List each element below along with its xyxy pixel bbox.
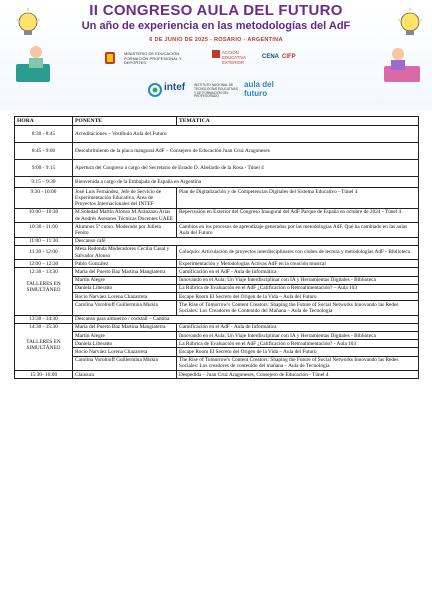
ponente-cell: María del Puerto Baz Martina Mangiaterra <box>73 323 177 331</box>
tematica-cell: Escape Room El Secreto del Origen de la Vida – Aula del Futuro <box>177 293 419 301</box>
schedule-table <box>14 116 419 379</box>
tematica-cell: Innovando en el Aula: Un Viaje Interdisciplinar con IA y Herramientas Digitales - Biblioteca <box>177 276 419 284</box>
aula-del-futuro-logo: aula del futuro <box>244 80 274 98</box>
hora-cell: 10:30 - 11:00 <box>15 223 73 237</box>
ponente-cell: Martín Alegre <box>73 332 177 340</box>
hora-cell: 9:00 - 9:15 <box>15 160 73 177</box>
table-row <box>15 260 419 268</box>
cena-cifp-logo: CENA CIFP <box>262 54 296 60</box>
hora-cell: 11:30 - 12:00 <box>15 245 73 259</box>
tematica-cell: La Rúbrica de Evaluación en el AdF ¿Calificación o Retroalimentación? - Aula 103 <box>177 340 419 348</box>
workshop-time: 12:30 - 13:30 <box>29 268 58 275</box>
tematica-cell: Experimentación y Metodologías Activas AdF en la creación musical <box>177 260 419 268</box>
table-row <box>15 332 419 340</box>
hora-cell: 10:00 – 10:30 <box>15 208 73 222</box>
hora-cell <box>15 323 73 370</box>
tematica-cell: Gamificación en el AdF - Aula de Informática <box>177 268 419 276</box>
ponente-cell: Clausura <box>73 371 177 379</box>
ponente-cell: Carolina Vorobioff Guillermina Miskin <box>73 301 177 315</box>
table-row <box>15 237 419 245</box>
table-row <box>15 177 419 188</box>
date-location: 6 DE JUNIO DE 2025 - ROSARIO - ARGENTINA <box>149 37 283 43</box>
accion-mark-icon <box>212 50 220 58</box>
workshop-label: TALLERES EN SIMULTÁNEO <box>26 281 61 294</box>
table-row <box>15 276 419 284</box>
ponente-cell: Rocío Narváez Lorena Chazarreta <box>73 348 177 356</box>
ponente-cell: Daniela Liberatto <box>73 340 177 348</box>
table-row <box>15 143 419 160</box>
session-cell: Apertura del Congreso a cargo del Secretario de Estado D. Abelardo de la Rosa - Túnel 4 <box>73 160 419 177</box>
hora-cell: 12:00 – 12:30 <box>15 260 73 268</box>
table-row <box>15 356 419 370</box>
tematica-cell: Gamificación en el AdF - Aula de Informática <box>177 323 419 331</box>
intef-logo: intef INSTITUTO NACIONAL DE TECNOLOGÍAS EDUCATIVAS Y DE FORMACIÓN DEL PROFESORADO <box>148 82 238 100</box>
ponente-cell: María del Puerto Baz Martina Mangiaterra <box>73 268 177 276</box>
tematica-cell: Cambios en los procesos de aprendizaje generados por las metodologías AdF. Qué ha cambiado en las aulas Aula del Futuro <box>177 223 419 237</box>
accion-educativa-logo: ACCIÓN EDUCATIVA EXTERIOR <box>212 50 256 70</box>
header-banner <box>0 0 432 110</box>
table-row <box>15 293 419 301</box>
table-row <box>15 223 419 237</box>
intef-mark-icon <box>148 83 162 97</box>
table-header-row <box>15 117 419 126</box>
session-cell: Descanso café <box>73 237 419 245</box>
table-row <box>15 188 419 209</box>
coat-of-arms-icon <box>104 50 116 66</box>
hora-cell <box>15 268 73 315</box>
ponente-cell: Pablo González <box>73 260 177 268</box>
table-row <box>15 268 419 276</box>
col-header-ponente: PONENTE <box>73 117 177 126</box>
tematica-cell: Repercusión en Exterior del Congreso Inaugural del AdF Parque de España en octubre de 2024 - Túnel 4 <box>177 208 419 222</box>
table-row <box>15 208 419 222</box>
hora-cell: 9:15 – 9:30 <box>15 177 73 188</box>
tematica-cell: The Rise of Tomorrow's Content Creators: Shaping the Future of Social Networks Innovando las Redes Sociales: Los Creadores de Contenido del Mañana – Aula de Tecnología <box>177 301 419 315</box>
col-header-tematica: TEMÁTICA <box>177 117 419 126</box>
congress-title: II CONGRESO AULA DEL FUTURO <box>89 2 343 19</box>
table-row <box>15 160 419 177</box>
ponente-cell: Carolina Vorobioff Guillermina Miskin <box>73 356 177 370</box>
table-row <box>15 340 419 348</box>
tematica-cell: Escape Room El Secreto del Origen de la Vida – Aula del Futuro <box>177 348 419 356</box>
ponente-cell: Alumnos 5º curso. Moderado por Julieta Fenito <box>73 223 177 237</box>
hora-cell: 8:30 - 8:45 <box>15 126 73 143</box>
ministry-logo: MINISTERIO DE EDUCACIÓN, FORMACIÓN PROFESIONAL Y DEPORTES <box>104 50 184 68</box>
table-row <box>15 315 419 323</box>
hora-cell: 9:30 - 10:00 <box>15 188 73 209</box>
tematica-cell: La Rúbrica de Evaluación en el AdF ¿Calificación o Retroalimentación? – Aula 103 <box>177 284 419 292</box>
col-header-hora: HORA <box>15 117 73 126</box>
ponente-cell: Martín Alegre <box>73 276 177 284</box>
session-cell: Descanso para almuerzo / cocktail – Cantina <box>73 315 419 323</box>
tematica-cell: Innovando en el Aula: Un Viaje Interdisciplinar con IA y Herramientas Digitales - Biblioteca <box>177 332 419 340</box>
table-row <box>15 301 419 315</box>
workshop-time: 14:30 - 15:30 <box>29 324 58 331</box>
hora-cell: 11:00 – 11:30 <box>15 237 73 245</box>
table-row <box>15 348 419 356</box>
table-row <box>15 245 419 259</box>
hora-cell: 8:45 - 9:00 <box>15 143 73 160</box>
congress-subtitle: Un año de experiencia en las metodologías del AdF <box>81 20 351 32</box>
tematica-cell: Coloquio: Articulación de proyectos interdisciplinares con clubes de lectura y metodologías AdF - Biblioteca <box>177 245 419 259</box>
session-cell: Bienvenida a cargo de la Embajada de España en Argentina <box>73 177 419 188</box>
tematica-cell: Despedida – Juan Cruz Aragoneses, Consejero de Educación - Túnel 4 <box>177 371 419 379</box>
table-row <box>15 323 419 331</box>
ponente-cell: Rocío Narváez Lorena Chazarreta <box>73 293 177 301</box>
ponente-cell: José Luis Fernández, Jefe de Servicio de Experimentación Educativa, Área de Proyectos Internacionales del INTEF <box>73 188 177 209</box>
session-cell: Acreditaciones – Vestíbulo Aula del Futuro <box>73 126 419 143</box>
table-row <box>15 126 419 143</box>
ponente-cell: Mesa Redonda Moderadores Cecilia Casal y Salvador Alonso <box>73 245 177 259</box>
hora-cell: 13:30 - 14:30 <box>15 315 73 323</box>
table-row <box>15 371 419 379</box>
table-row <box>15 284 419 292</box>
ponente-cell: M.Soledad Martín Alonso M.Aránzazu Arias de Andrés Asesores Técnicas Docentes UAEE <box>73 208 177 222</box>
tematica-cell: The Rise of Tomorrow's Content Creators: Shaping the Future of Social Networks Innovando las Redes Sociales: Los creadores de contenido del mañana – Aula de Tecnología <box>177 356 419 370</box>
tematica-cell: Plan de Digitalización y de Competencias Digitales del Sistema Educativo - Túnel 4 <box>177 188 419 209</box>
ponente-cell: Daniela Liberatto <box>73 284 177 292</box>
workshop-label: TALLERES EN SIMULTÁNEO <box>26 338 61 351</box>
hora-cell: 15:30- 16:00 <box>15 371 73 379</box>
session-cell: Descubrimiento de la placa inaugural AdF – Consejero de Educación Juan Cruz Aragoneses <box>73 143 419 160</box>
